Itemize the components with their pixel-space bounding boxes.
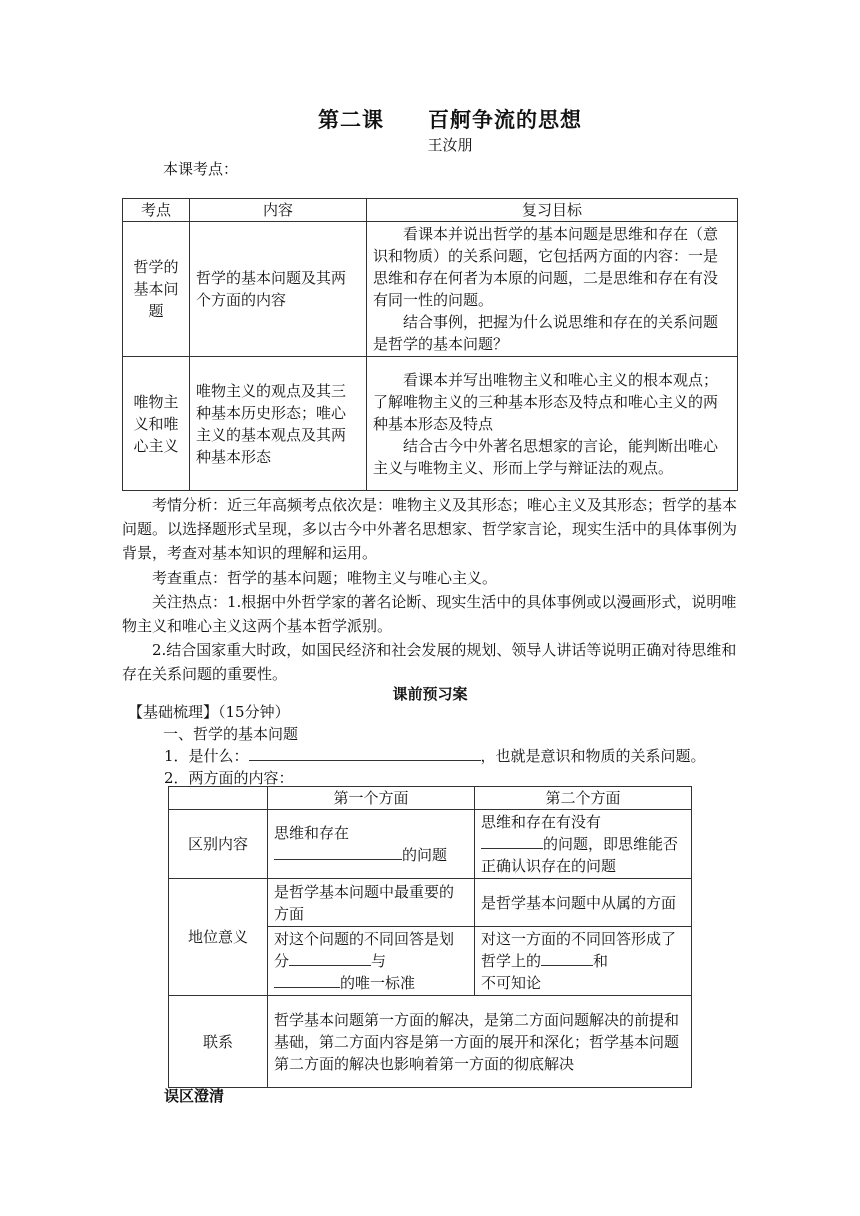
header-blank — [169, 787, 268, 810]
lesson-title: 第二课 百舸争流的思想 — [318, 107, 582, 132]
row1-goal-para2: 结合事例，把握为什么说思维和存在的关系问题是哲学的基本问题？ — [373, 313, 719, 353]
answer-blank[interactable] — [541, 950, 593, 966]
exam-points-table — [122, 198, 738, 491]
row-status-first-2 — [268, 927, 475, 996]
status-second-and: 和 — [593, 952, 609, 970]
exam-points-label: 本课考点： — [163, 160, 239, 178]
exam-analysis: 考情分析：近三年高频考点依次是：唯物主义及其形态；唯心主义及其形态；哲学的基本问题。以选择题形式呈现，多以古今中外著名思想家、哲学家言论，现实生活中的具体事例为背景，考查对基本知识的理解和运用。 — [122, 496, 738, 562]
status-first-text: 对这个问题的不同回答是划分 — [274, 930, 455, 970]
header-first-aspect: 第一个方面 — [268, 787, 475, 810]
status-first-and: 与 — [371, 952, 387, 970]
exam-focus: 考查重点：哲学的基本问题；唯物主义与唯心主义。 — [152, 569, 498, 587]
row-distinguish-second — [475, 810, 692, 879]
question-1-prefix: 1．是什么： — [164, 747, 249, 765]
row-status-second-1: 是哲学基本问题中从属的方面 — [475, 879, 692, 927]
row2-goal — [367, 357, 738, 491]
answer-blank[interactable] — [289, 950, 371, 966]
header-exam-point: 考点 — [123, 199, 190, 222]
row1-goal-para1: 看课本并说出哲学的基本问题是思维和存在（意识和物质）的关系问题，它包括两方面的内容：一是思维和存在何者为本原的问题，二是思维和存在有没有同一性的问题。 — [373, 225, 719, 309]
status-second-text: 对这一方面的不同回答形成了哲学上的 — [481, 930, 677, 970]
basics-heading: 【基础梳理】（15分钟） — [128, 703, 290, 721]
row-distinguish-first — [268, 810, 475, 879]
section-title: 课前预习案 — [392, 685, 468, 703]
question-2: 2．两方面的内容： — [164, 769, 294, 787]
author-name: 王汝朋 — [427, 136, 473, 154]
row2-exam-point: 唯物主义和唯心主义 — [123, 357, 190, 491]
status-second-suffix: 不可知论 — [481, 974, 542, 992]
answer-blank[interactable] — [274, 972, 340, 988]
row1-exam-point: 哲学的基本问题 — [123, 222, 190, 357]
row-relation-text: 哲学基本问题第一方面的解决，是第二方面问题解决的前提和基础，第二方面内容是第一方面的展开和深化；哲学基本问题第二方面的解决也影响着第一方面的彻底解决 — [268, 996, 692, 1088]
row-status-second-2 — [475, 927, 692, 996]
header-second-aspect: 第二个方面 — [475, 787, 692, 810]
question-1 — [164, 745, 706, 767]
header-content: 内容 — [190, 199, 367, 222]
row2-goal-para2: 结合古今中外著名思想家的言论，能判断出唯心主义与唯物主义、形而上学与辩证法的观点。 — [373, 436, 719, 477]
question-1-suffix: ，也就是意识和物质的关系问题。 — [480, 747, 706, 765]
header-review-goal: 复习目标 — [367, 199, 738, 222]
row2-content: 唯物主义的观点及其三种基本历史形态；唯心主义的基本观点及其两种基本形态 — [190, 357, 367, 491]
basic-question-table — [168, 786, 692, 1088]
answer-blank[interactable] — [274, 844, 402, 860]
row1-goal — [367, 222, 738, 357]
distinguish-second-text: 思维和存在有没有 — [481, 813, 602, 831]
item1-heading: 一、哲学的基本问题 — [163, 725, 299, 743]
row-status-first-1: 是哲学基本问题中最重要的方面 — [268, 879, 475, 927]
answer-blank[interactable] — [481, 833, 543, 849]
row-relation-label: 联系 — [169, 996, 268, 1088]
row-status-label: 地位意义 — [169, 879, 268, 996]
hot-topic-1: 关注热点：1.根据中外哲学家的著名论断、现实生活中的具体事例或以漫画形式，说明唯物主义和唯心主义这两个基本哲学派别。 — [122, 593, 737, 635]
status-first-suffix: 的唯一标准 — [340, 974, 416, 992]
row-distinguish-label: 区别内容 — [169, 810, 268, 879]
row2-goal-para1: 看课本并写出唯物主义和唯心主义的根本观点；了解唯物主义的三种基本形态及特点和唯心主义的两种基本形态及特点 — [373, 370, 719, 433]
misconception-heading: 误区澄清 — [164, 1087, 225, 1105]
distinguish-second-suffix: 的问题，即思维能否正确认识存在的问题 — [481, 835, 679, 875]
distinguish-first-text: 思维和存在 — [274, 824, 350, 842]
answer-blank[interactable] — [249, 745, 481, 761]
hot-topic-2: 2.结合国家重大时政，如国民经济和社会发展的规划、领导人讲话等说明正确对待思维和存在关系问题的重要性。 — [122, 641, 737, 683]
distinguish-first-suffix: 的问题 — [402, 846, 448, 864]
row1-content: 哲学的基本问题及其两个方面的内容 — [190, 222, 367, 357]
